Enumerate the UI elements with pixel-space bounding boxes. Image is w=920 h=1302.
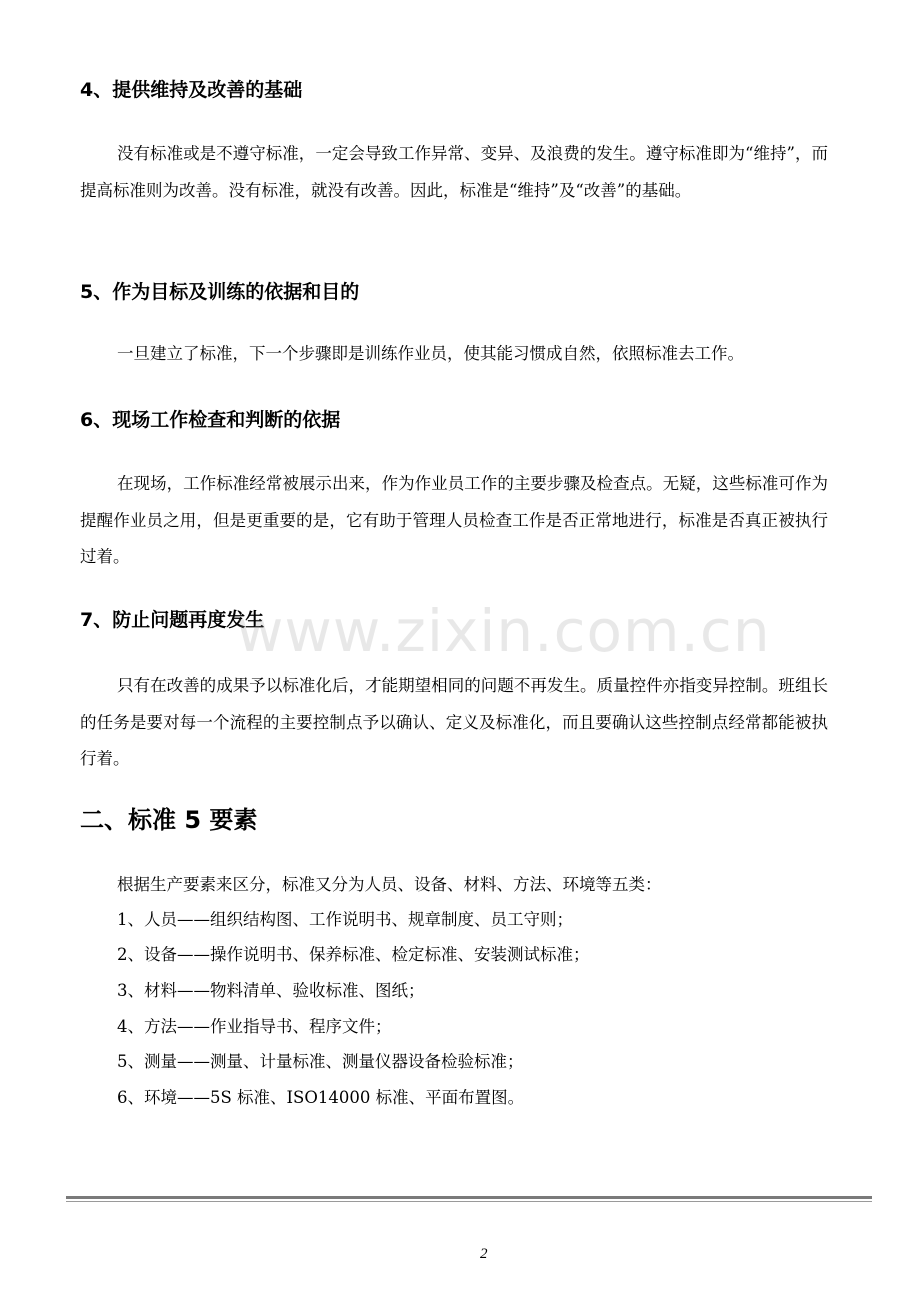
list-item: 4、方法——作业指导书、程序文件； <box>117 1017 392 1036</box>
list-item: 3、材料——物料清单、验收标准、图纸； <box>117 981 425 1000</box>
list-item: 2、设备——操作说明书、保养标准、检定标准、安装测试标准； <box>117 945 590 964</box>
section-4-paragraph: 没有标准或是不遵守标准，一定会导致工作异常、变异、及浪费的发生。遵守标准即为“维持”，而提高标准则为改善。没有标准，就没有改善。因此，标准是“维持”及“改善”的基础。 <box>80 144 828 200</box>
section-6-paragraph: 在现场，工作标准经常被展示出来，作为作业员工作的主要步骤及检查点。无疑，这些标准可作为提醒作业员之用，但是更重要的是，它有助于管理人员检查工作是否正常地进行，标准是否真正被执行过着。 <box>80 474 828 566</box>
chapter-heading: 二、标准 5 要素 <box>80 806 258 834</box>
watermark: www.zixin.com.cn <box>236 597 771 665</box>
list-item: 5、测量——测量、计量标准、测量仪器设备检验标准； <box>117 1052 524 1071</box>
list-item: 1、人员——组织结构图、工作说明书、规章制度、员工守则； <box>117 910 573 929</box>
section-6-heading: 6、现场工作检查和判断的依据 <box>80 409 341 431</box>
chapter-intro: 根据生产要素来区分，标准又分为人员、设备、材料、方法、环境等五类： <box>117 875 662 894</box>
section-5-heading: 5、作为目标及训练的依据和目的 <box>80 281 360 303</box>
section-7-heading: 7、防止问题再度发生 <box>80 609 265 631</box>
section-5-paragraph: 一旦建立了标准，下一个步骤即是训练作业员，使其能习惯成自然，依照标准去工作。 <box>117 344 744 363</box>
list-item: 6、环境——5S 标准、ISO14000 标准、平面布置图。 <box>117 1088 525 1107</box>
section-4-heading: 4、提供维持及改善的基础 <box>80 79 303 101</box>
footer-divider <box>66 1196 872 1199</box>
footer-divider-thin <box>66 1201 872 1202</box>
page-number: 2 <box>480 1246 488 1262</box>
section-7-paragraph: 只有在改善的成果予以标准化后，才能期望相同的问题不再发生。质量控件亦指变异控制。班组长的任务是要对每一个流程的主要控制点予以确认、定义及标准化，而且要确认这些控制点经常都能被执行着。 <box>80 676 828 768</box>
